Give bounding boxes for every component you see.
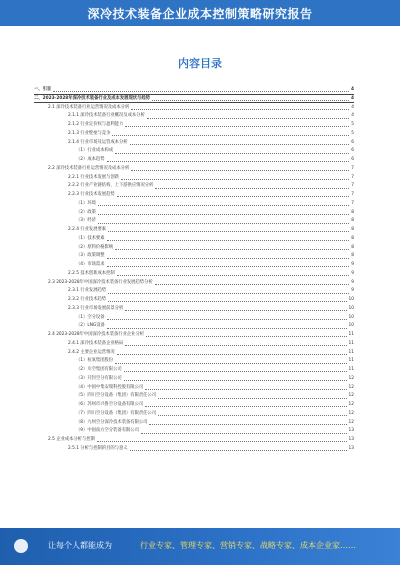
toc-entry-label: （9）中国南方空分装备有限公司 [76,428,139,434]
toc-entry-label: （2）川空集团有限公司 [76,367,122,372]
toc-entry[interactable] [34,314,354,323]
toc-entry-label: 2.1.1 深冷技术装备行业概况及成本分析 [68,113,145,119]
toc-entry-page: 11 [348,332,354,337]
toc-entry[interactable] [34,305,354,314]
report-title: 深冷技术装备企业成本控制策略研究报告 [87,6,313,21]
toc-entry[interactable] [34,357,354,366]
toc-entry[interactable] [34,279,354,288]
toc-entry-label: 2.4 2023-2028年中国深冷技术装备行业企业分析 [48,332,145,337]
toc-entry-page: 4 [351,104,354,110]
toc-entry-label: 2.2.4 行业发展要素 [68,227,107,232]
toc-leader-dots [141,432,347,434]
toc-entry-label: （2）成本趋势 [76,157,105,162]
toc-entry[interactable] [34,322,354,331]
toc-entry[interactable] [34,209,354,218]
toc-leader-dots [98,222,349,224]
toc-entry-page: 9 [351,270,354,276]
toc-leader-dots [149,423,346,425]
toc-entry-label: 2.5.1 分析与控制的目的与意义 [68,445,128,451]
toc-entry[interactable] [34,147,354,156]
toc-entry-label: （1）行业成本构成 [76,148,114,154]
toc-leader-dots [107,318,347,320]
toc-leader-dots [53,90,349,92]
toc-entry-label: 2.2.2 行业产业链结构、上下游供应情况分析 [68,183,154,189]
toc-entry-label: （2）原料价格影响 [76,244,114,250]
toc-entry-label: 2.3.1 行业发展趋势 [68,288,107,294]
table-of-contents [34,86,354,454]
toc-leader-dots [115,152,349,154]
toc-entry-label: （6）苏州市兴鲁空分设备有限公司 [76,402,144,407]
toc-entry[interactable] [34,419,354,428]
toc-leader-dots [117,353,347,355]
toc-entry[interactable] [34,349,354,358]
toc-entry-label: （4）市场需求 [76,262,105,267]
toc-leader-dots [131,108,349,110]
toc-leader-dots [98,204,349,206]
toc-entry-label: （2）LNG设备 [76,323,105,329]
toc-entry-label: 二、2023-2028年深冷技术装备行业及成本发展现状与趋势 [34,95,150,101]
toc-entry-label: 2.2 深冷技术装备行业运营情况及成本分析 [48,165,130,171]
toc-entry-page: 11 [348,349,354,355]
toc-entry-page: 12 [348,393,354,399]
toc-entry-page: 7 [351,183,354,189]
toc-entry[interactable] [34,191,354,200]
toc-entry-label: 2.3.2 行业技术趋势 [68,297,107,302]
toc-leader-dots [130,143,350,145]
toc-leader-dots [158,397,346,399]
toc-leader-dots [112,134,349,136]
brand-logo-icon [14,539,28,553]
toc-entry-label: （8）九州空分深冷技术装备有限公司 [76,419,148,425]
toc-entry-page: 12 [348,419,354,425]
toc-leader-dots [107,327,347,329]
toc-entry-page: 8 [351,244,354,250]
toc-entry-page: 7 [351,192,354,197]
toc-entry[interactable] [34,427,354,436]
toc-entry-page: 10 [348,314,354,320]
toc-leader-dots [125,125,349,127]
toc-entry[interactable] [34,174,354,183]
toc-entry[interactable] [34,287,354,296]
toc-leader-dots [158,414,346,416]
toc-entry-page: 11 [348,367,354,372]
toc-title: 内容目录 [178,57,222,70]
toc-entry-page: 8 [351,209,354,215]
toc-entry[interactable] [34,182,354,191]
toc-entry-label: 2.1.3 行业壁垒与竞争 [68,130,111,136]
toc-leader-dots [125,344,346,346]
toc-entry[interactable] [34,165,354,174]
toc-leader-dots [147,117,350,119]
toc-leader-dots [155,187,349,189]
toc-entry-page: 13 [348,437,354,442]
toc-entry-label: （4）中国中集安瑞科控股有限公司 [76,384,144,390]
toc-entry-label: 2.1.2 行业定价权与盈利能力 [68,122,124,127]
toc-leader-dots [108,230,349,232]
toc-entry-label: 2.2.3 行业技术发展趋势 [68,192,115,197]
toc-entry[interactable] [34,384,354,393]
toc-entry-page: 11 [348,340,354,346]
toc-leader-dots [124,370,347,372]
toc-leader-dots [107,160,350,162]
toc-entry-page: 12 [348,384,354,390]
toc-entry-label: 2.3.3 行业市场发展前景分析 [68,305,124,311]
toc-leader-dots [107,265,350,267]
toc-entry-label: 2.4.1 深冷技术装备企业格局 [68,340,124,346]
toc-entry-page: 12 [348,402,354,407]
toc-entry-label: （1）杭氧集团股份 [76,358,114,364]
toc-entry[interactable] [34,410,354,419]
toc-entry[interactable] [34,130,354,139]
toc-entry-label: （2）政策 [76,209,96,215]
footer-slogan-lead: 让每个人都能成为 [48,541,112,550]
toc-entry-page: 5 [351,130,354,136]
toc-leader-dots [121,178,349,180]
toc-leader-dots [155,283,350,285]
toc-leader-dots [107,257,350,259]
toc-leader-dots [145,388,346,390]
toc-entry-label: （1）技术要素 [76,235,105,241]
toc-entry-page: 8 [351,218,354,224]
toc-entry[interactable] [34,340,354,349]
toc-entry[interactable] [34,200,354,209]
toc-entry[interactable] [34,252,354,261]
toc-entry[interactable] [34,366,354,375]
toc-leader-dots [108,300,346,302]
toc-entry-page: 7 [351,174,354,180]
toc-entry-page: 4 [351,95,354,101]
toc-entry-page: 5 [351,122,354,127]
toc-leader-dots [124,379,347,381]
toc-leader-dots [152,99,349,101]
toc-leader-dots [108,292,349,294]
toc-entry-page: 13 [348,445,354,451]
toc-entry[interactable] [34,244,354,253]
toc-entry-page: 4 [351,87,354,92]
toc-entry-page: 9 [351,262,354,267]
report-header [0,0,400,26]
toc-entry-label: 一、引言 [34,87,52,92]
toc-leader-dots [145,405,346,407]
toc-entry-label: 2.5 企业成本分析与控制 [48,437,95,442]
toc-entry-page: 10 [348,323,354,329]
toc-entry-label: （1）环境 [76,200,96,206]
toc-entry-page: 8 [351,253,354,259]
toc-entry-label: 2.1.4 行业市场及运营成本分析 [68,139,128,145]
toc-leader-dots [107,239,350,241]
toc-entry[interactable] [34,95,354,104]
toc-leader-dots [146,335,346,337]
toc-entry-label: 2.4.2 主要企业运营情况 [68,349,115,355]
toc-entry[interactable] [34,392,354,401]
toc-entry[interactable] [34,445,354,454]
toc-entry[interactable] [34,296,354,305]
toc-entry-page: 7 [351,165,354,171]
toc-entry-page: 10 [348,305,354,311]
toc-leader-dots [98,213,349,215]
toc-entry[interactable] [34,436,354,445]
toc-entry-label: （1）空分设备 [76,314,105,320]
toc-entry-page: 9 [351,288,354,294]
toc-leader-dots [117,195,350,197]
toc-entry-page: 8 [351,235,354,241]
toc-entry[interactable] [34,217,354,226]
toc-entry-label: （5）四川空分设备（集团）有限责任公司 [76,393,157,399]
toc-leader-dots [97,440,347,442]
toc-entry[interactable] [34,156,354,165]
toc-entry[interactable] [34,375,354,384]
toc-leader-dots [115,362,346,364]
toc-entry-label: （3）政策调整 [76,253,105,259]
toc-entry[interactable] [34,270,354,279]
toc-entry[interactable] [34,139,354,148]
toc-entry[interactable] [34,86,354,95]
footer-banner [0,528,400,565]
toc-entry-page: 12 [348,375,354,381]
toc-entry-page: 6 [351,148,354,154]
toc-entry-label: （3）经济 [76,218,96,224]
toc-entry[interactable] [34,104,354,113]
toc-entry-page: 6 [351,157,354,162]
toc-entry[interactable] [34,331,354,340]
toc-leader-dots [117,274,350,276]
toc-entry[interactable] [34,401,354,410]
toc-entry-page: 13 [348,428,354,434]
toc-entry-page: 9 [351,279,354,285]
toc-entry[interactable] [34,226,354,235]
toc-entry-label: 2.3 2023-2028年中国深冷技术装备行业发展趋势分析 [48,279,153,285]
toc-entry-label: （3）开封空分有限公司 [76,375,122,381]
toc-leader-dots [115,248,349,250]
toc-entry-page: 7 [351,200,354,206]
toc-entry[interactable] [34,112,354,121]
toc-entry-page: 10 [348,297,354,302]
toc-entry-page: 8 [351,227,354,232]
toc-entry-page: 4 [351,113,354,119]
toc-leader-dots [131,169,349,171]
toc-entry-page: 6 [351,139,354,145]
toc-leader-dots [125,309,346,311]
footer-slogan-roles: 行业专家、管理专家、营销专家、战略专家、成本企业家…… [140,541,356,550]
toc-entry[interactable] [34,235,354,244]
toc-entry[interactable] [34,121,354,130]
toc-entry-label: （7）四川空分设备（集团）有限责任公司 [76,410,157,416]
toc-entry-label: 2.1 深冷技术装备行业运营情况及成本分析 [48,104,130,110]
toc-entry-label: 2.2.5 技术创新成本控制 [68,270,115,276]
toc-entry-label: 2.2.1 行业技术发展与创新 [68,174,119,180]
toc-entry[interactable] [34,261,354,270]
toc-leader-dots [130,449,347,451]
toc-entry-page: 12 [348,410,354,416]
toc-entry-page: 11 [348,358,354,364]
